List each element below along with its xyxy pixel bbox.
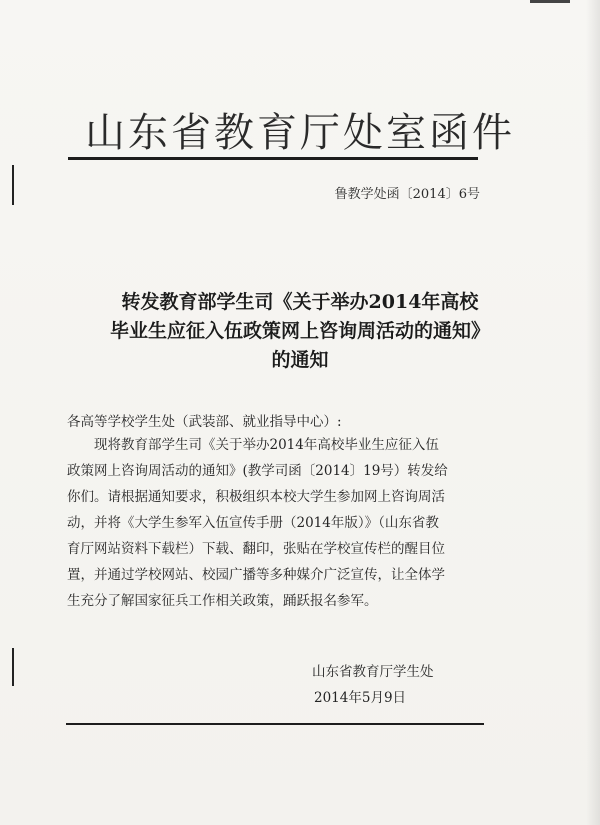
binding-hole-mark-top bbox=[12, 165, 14, 205]
document-title bbox=[40, 288, 560, 375]
footer-rule bbox=[66, 723, 484, 725]
body-line-6: 置，并通过学校网站、校园广播等多种媒介广泛宣传，让全体学 bbox=[67, 567, 445, 583]
letterhead-rule bbox=[68, 157, 478, 160]
body-line-2: 政策网上咨询周活动的通知》(教学司函〔2014〕19号）转发给 bbox=[67, 463, 448, 479]
title-line-1: 转发教育部学生司《关于举办2014年高校 bbox=[121, 291, 479, 313]
scan-artifact-mark bbox=[530, 0, 570, 3]
issuer-signature: 山东省教育厅学生处 bbox=[312, 664, 434, 680]
title-line-2: 毕业生应征入伍政策网上咨询周活动的通知》 bbox=[109, 320, 490, 342]
salutation: 各高等学校学生处（武装部、就业指导中心）: bbox=[67, 414, 342, 430]
body-line-4: 动，并将《大学生参军入伍宣传手册（2014年版）》（山东省教 bbox=[67, 515, 439, 531]
title-line-3: 的通知 bbox=[271, 349, 329, 371]
body-line-5: 育厅网站资料下载栏）下载、翻印，张贴在学校宣传栏的醒目位 bbox=[67, 541, 445, 557]
letterhead-title: 山东省教育厅处室函件 bbox=[85, 110, 515, 156]
body-paragraph bbox=[67, 432, 485, 614]
body-line-3: 你们。请根据通知要求，积极组织本校大学生参加网上咨询周活 bbox=[67, 489, 445, 505]
body-line-1: 现将教育部学生司《关于举办2014年高校毕业生应征入伍 bbox=[94, 437, 439, 453]
document-number: 鲁教学处函〔2014〕6号 bbox=[334, 187, 480, 202]
issue-date: 2014年5月9日 bbox=[314, 690, 407, 706]
binding-hole-mark-bottom bbox=[12, 648, 14, 686]
body-line-7: 生充分了解国家征兵工作相关政策，踊跃报名参军。 bbox=[67, 593, 378, 609]
